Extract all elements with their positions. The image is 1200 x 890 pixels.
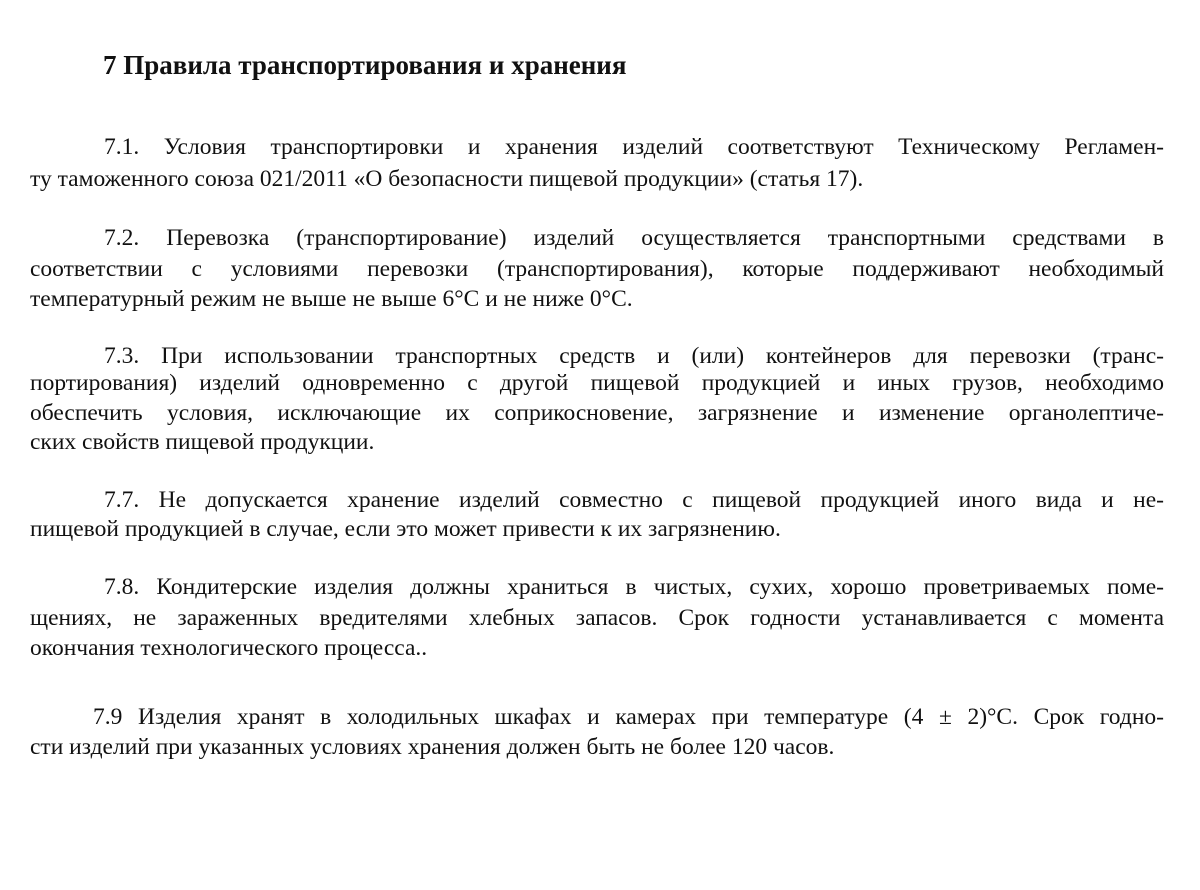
paragraph-line: портирования) изделий одновременно с другой пищевой продукцией и иных грузов, необходимо <box>30 370 1164 396</box>
section-title: 7 Правила транспортирования и хранения <box>103 50 627 80</box>
paragraph-line: 7.9 Изделия хранят в холодильных шкафах и камерах при температуре (4 ± 2)°С. Срок годно- <box>93 704 1164 730</box>
paragraph-line: пищевой продукцией в случае, если это может привести к их загрязнению. <box>30 516 781 542</box>
paragraph-line: соответствии с условиями перевозки (транспортирования), которые поддерживают необходимый <box>30 256 1164 282</box>
paragraph-line: температурный режим не выше не выше 6°С и не ниже 0°С. <box>30 286 633 312</box>
paragraph-line: сти изделий при указанных условиях хранения должен быть не более 120 часов. <box>30 734 835 760</box>
paragraph-line: ту таможенного союза 021/2011 «О безопасности пищевой продукции» (статья 17). <box>30 166 864 192</box>
paragraph-line: 7.8. Кондитерские изделия должны храниться в чистых, сухих, хорошо проветриваемых поме- <box>104 574 1164 600</box>
paragraph-line: 7.1. Условия транспортировки и хранения изделий соответствуют Техническому Регламен- <box>104 134 1164 160</box>
paragraph-line: окончания технологического процесса.. <box>30 635 428 661</box>
paragraph-line: обеспечить условия, исключающие их соприкосновение, загрязнение и изменение органолептиче- <box>30 400 1164 426</box>
paragraph-line: 7.3. При использовании транспортных средств и (или) контейнеров для перевозки (транс- <box>104 343 1164 369</box>
paragraph-line: щениях, не зараженных вредителями хлебных запасов. Срок годности устанавливается с момента <box>30 605 1164 631</box>
paragraph-line: ских свойств пищевой продукции. <box>30 429 375 455</box>
paragraph-line: 7.2. Перевозка (транспортирование) изделий осуществляется транспортными средствами в <box>104 225 1164 251</box>
paragraph-line: 7.7. Не допускается хранение изделий совместно с пищевой продукцией иного вида и не- <box>104 487 1164 513</box>
